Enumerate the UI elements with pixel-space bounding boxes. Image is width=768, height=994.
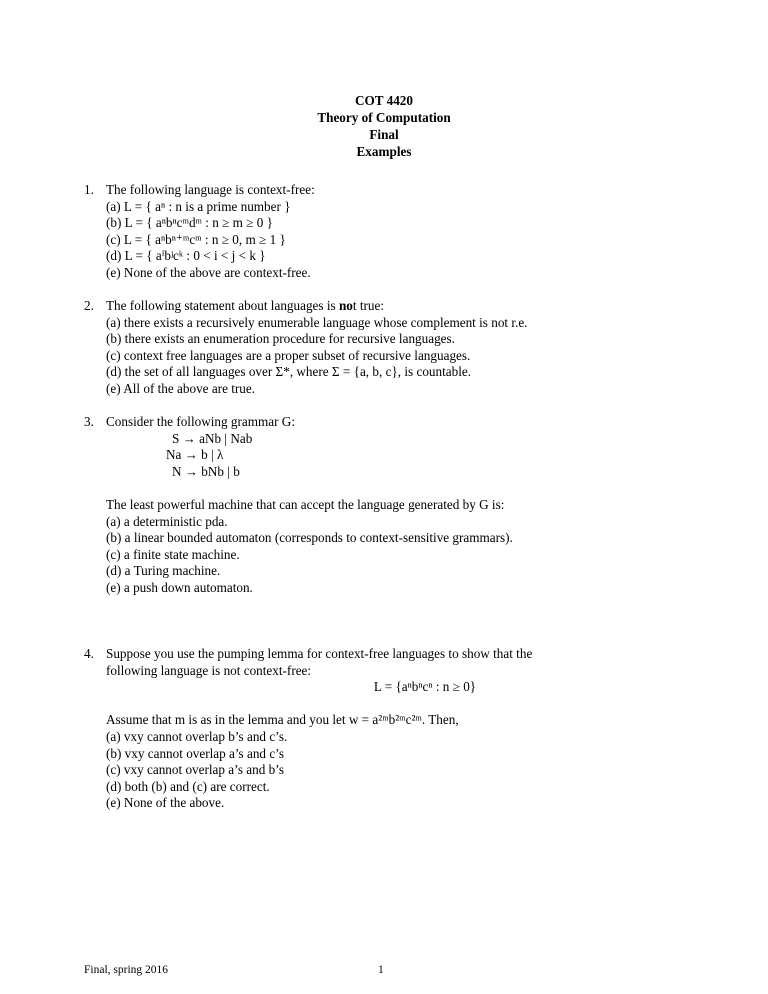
option-c: (c) a finite state machine. — [106, 546, 240, 562]
question-number: 3. — [84, 414, 94, 429]
question-number: 4. — [84, 646, 94, 661]
option-a: (a) there exists a recursively enumerable language whose complement is not r.e. — [106, 314, 528, 330]
question-stem: Suppose you use the pumping lemma for context-free languages to show that the — [106, 646, 533, 661]
option-d: (d) the set of all languages over Σ*, where Σ = {a, b, c}, is countable. — [106, 364, 472, 380]
grammar-rule: N → bNb | b — [172, 463, 240, 479]
question-4 — [84, 646, 704, 812]
option-b: (b) a linear bounded automaton (corresponds to context-sensitive grammars). — [106, 530, 513, 546]
question-1 — [84, 182, 704, 282]
option-a: (a) vxy cannot overlap b’s and c’s. — [106, 728, 288, 744]
option-d: (d) both (b) and (c) are correct. — [106, 778, 270, 794]
question-2 — [84, 298, 704, 398]
grammar-rule: S → aNb | Nab — [172, 430, 253, 446]
stem-emphasis: no — [338, 298, 353, 313]
stem-part: The following statement about languages is — [106, 298, 339, 313]
exam-name: Final — [369, 127, 399, 142]
question-number: 1. — [84, 182, 94, 197]
question-stem — [106, 298, 704, 315]
question-assumption: Assume that m is as in the lemma and you let w = a²ᵐb²ᵐc²ᵐ. Then, — [106, 712, 459, 728]
course-title: Theory of Computation — [317, 110, 451, 125]
stem-part: t true: — [352, 298, 385, 313]
option-a: (a) L = { aⁿ : n is a prime number } — [106, 198, 291, 214]
option-c: (c) L = { aⁿbⁿ⁺ᵐcᵐ : n ≥ 0, m ≥ 1 } — [106, 231, 286, 247]
option-c: (c) context free languages are a proper subset of recursive languages. — [106, 347, 471, 363]
option-b: (b) vxy cannot overlap a’s and c’s — [106, 745, 284, 761]
question-prompt: The least powerful machine that can accept the language generated by G is: — [106, 496, 505, 512]
option-c: (c) vxy cannot overlap a’s and b’s — [106, 762, 284, 778]
question-stem: Consider the following grammar G: — [106, 414, 295, 429]
option-b: (b) there exists an enumeration procedure for recursive languages. — [106, 331, 455, 347]
exam-header — [0, 92, 768, 160]
question-stem: following language is not context-free: — [106, 662, 312, 678]
grammar-rule: Na → b | λ — [166, 447, 224, 463]
question-3 — [84, 414, 704, 597]
language-definition: L = {aⁿbⁿcⁿ : n ≥ 0} — [373, 679, 477, 695]
option-d: (d) a Turing machine. — [106, 563, 221, 579]
question-stem: The following language is context-free: — [106, 182, 315, 197]
course-code: COT 4420 — [354, 93, 413, 108]
exam-subtitle: Examples — [356, 144, 412, 159]
option-b: (b) L = { aⁿbⁿcᵐdᵐ : n ≥ m ≥ 0 } — [106, 215, 273, 231]
option-a: (a) a deterministic pda. — [106, 513, 228, 529]
footer-label: Final, spring 2016 — [84, 964, 169, 976]
option-e: (e) None of the above are context-free. — [106, 264, 311, 280]
option-e: (e) a push down automaton. — [106, 579, 253, 595]
question-number: 2. — [84, 298, 94, 313]
option-e: (e) None of the above. — [106, 795, 225, 811]
option-e: (e) All of the above are true. — [106, 380, 256, 396]
grammar-rules — [106, 431, 704, 481]
option-d: (d) L = { aⁱbʲcᵏ : 0 < i < j < k } — [106, 248, 266, 264]
page-number: 1 — [378, 964, 384, 976]
